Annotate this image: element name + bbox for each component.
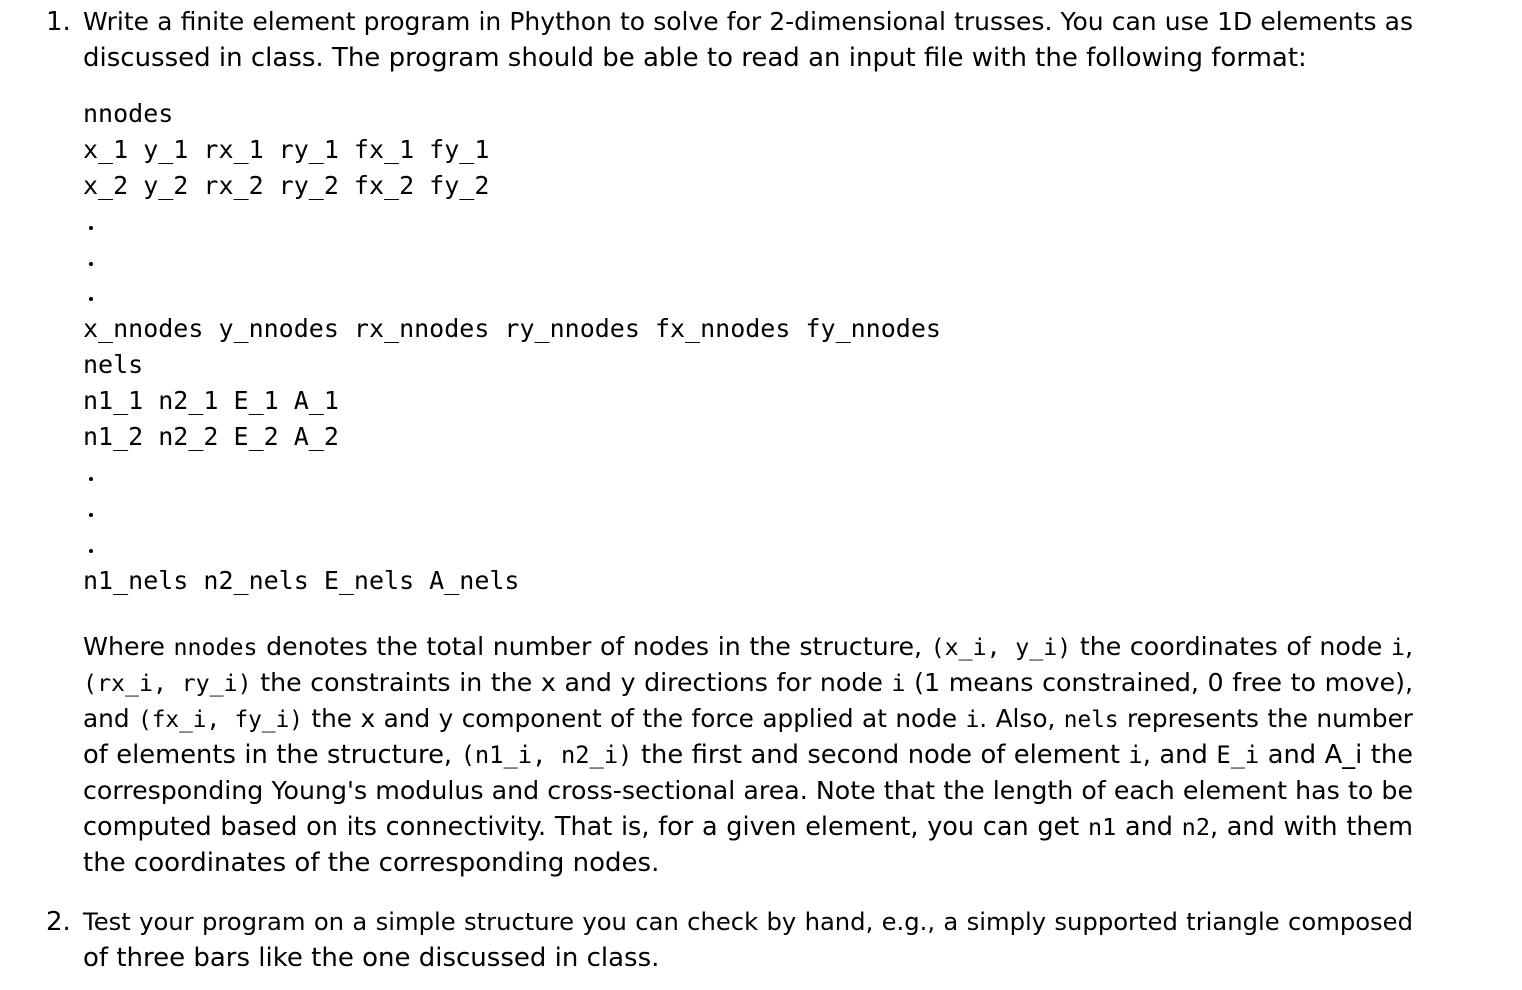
code-line: n1_1 n2_1 E_1 A_1	[83, 386, 339, 415]
code-line: n1_2 n2_2 E_2 A_2	[83, 422, 339, 451]
code-line: n1_nels n2_nels E_nels A_nels	[83, 566, 520, 595]
desc-line: corresponding Young's modulus and cross-sectional area. Note that the length of each element has to be	[83, 776, 1413, 805]
code-line: x_1 y_1 rx_1 ry_1 fx_1 fy_1	[83, 135, 490, 164]
ellipsis-dot	[89, 226, 93, 230]
item-intro	[83, 4, 1413, 76]
desc-line: and (fx_i, fy_i) the x and y component of the force applied at node i. Also, nels represents the number	[83, 704, 1413, 733]
ellipsis-dot	[89, 513, 93, 517]
code-line: x_2 y_2 rx_2 ry_2 fx_2 fy_2	[83, 171, 490, 200]
desc-line: Where nnodes denotes the total number of nodes in the structure, (x_i, y_i) the coordinates of node i,	[83, 632, 1413, 661]
intro-line: Write a finite element program in Phython to solve for 2-dimensional trusses. You can use 1D elements as	[83, 7, 1413, 36]
item-number: 2.	[46, 907, 71, 937]
item-line: Test your program on a simple structure you can check by hand, e.g., a simply supported triangle composed	[83, 907, 1413, 936]
item-line: of three bars like the one discussed in class.	[83, 943, 660, 973]
code-line: x_nnodes y_nnodes rx_nnodes ry_nnodes fx_nnodes fy_nnodes	[83, 314, 941, 343]
desc-line: computed based on its connectivity. That is, for a given element, you can get n1 and n2, and with them	[83, 812, 1414, 842]
desc-line: (rx_i, ry_i) the constraints in the x and y directions for node i (1 means constrained, 0 free to move),	[83, 668, 1414, 697]
code-line: nnodes	[83, 99, 174, 128]
ellipsis-dot	[89, 477, 93, 481]
intro-line: discussed in class. The program should be able to read an input file with the following format:	[83, 43, 1307, 73]
code-line: nels	[83, 350, 144, 379]
desc-line: the coordinates of the corresponding nodes.	[83, 848, 660, 878]
ellipsis-dot	[89, 297, 93, 301]
ellipsis-dot	[89, 262, 93, 266]
description-paragraph	[83, 629, 1413, 881]
item-number: 1.	[46, 7, 71, 37]
item-text	[83, 904, 1413, 976]
desc-line: of elements in the structure, (n1_i, n2_i) the first and second node of element i, and E_i and A_i the	[83, 740, 1413, 770]
ellipsis-dot	[89, 549, 93, 553]
